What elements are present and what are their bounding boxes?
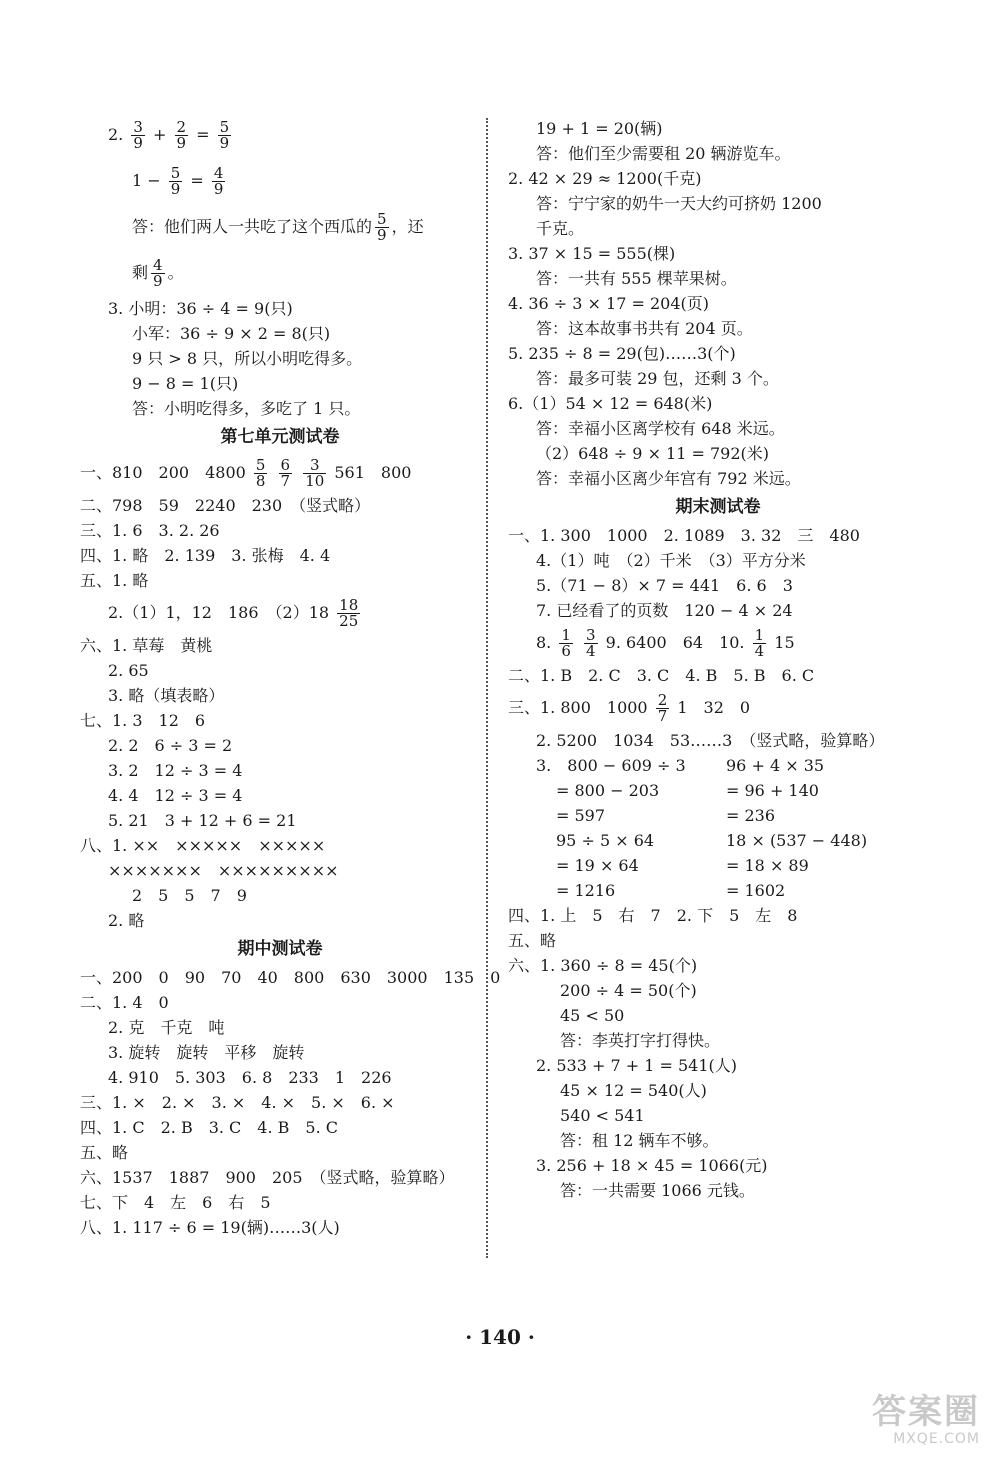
answer-line: 2. 略 <box>108 911 145 930</box>
answer-line <box>508 623 928 663</box>
answer-line <box>80 250 480 296</box>
text-fragment: 5 <box>219 118 230 136</box>
text-fragment: 96 + 4 × 35 <box>726 756 825 775</box>
answer-line: 一、1. 300 1000 2. 1089 3. 32 三 480 <box>508 526 860 545</box>
text-fragment: 2.（1）1，12 186 （2）18 <box>108 603 330 622</box>
text-fragment: + <box>153 125 167 144</box>
answer-line: 200 ÷ 4 = 50(个) <box>560 981 697 1000</box>
answer-line: 7. 已经看了的页数 120 − 4 × 24 <box>536 601 793 620</box>
fraction <box>337 598 360 629</box>
text-fragment: 5 <box>255 456 266 474</box>
answer-line: 3. 旋转 旋转 平移 旋转 <box>108 1043 305 1062</box>
answer-line: 七、下 4 左 6 右 5 <box>80 1193 271 1212</box>
text-fragment: 三、1. 800 1000 <box>508 698 648 717</box>
answer-line: 七、1. 3 12 6 <box>80 711 206 730</box>
fraction <box>131 120 145 151</box>
answer-line: 一、200 0 90 70 40 800 630 3000 135 0 <box>80 968 501 987</box>
text-fragment: ，还 <box>391 217 424 236</box>
answer-line: 4. 4 12 ÷ 3 = 4 <box>108 786 243 805</box>
answer-line: 八、1. 117 ÷ 6 = 19(辆)……3(人) <box>80 1218 340 1237</box>
answer-line: 9 只 > 8 只，所以小明吃得多。 <box>132 349 363 368</box>
answer-line: 5. 21 3 + 12 + 6 = 21 <box>108 811 297 830</box>
page-number: · 140 · <box>465 1325 535 1349</box>
answer-line: 4. 36 ÷ 3 × 17 = 204(页) <box>508 294 710 313</box>
answer-line <box>80 453 480 493</box>
answer-line: 2. 克 千克 吨 <box>108 1018 225 1037</box>
text-fragment: 10 <box>305 472 325 490</box>
fraction <box>169 166 183 197</box>
answer-line: 4. 910 5. 303 6. 8 233 1 226 <box>108 1068 392 1087</box>
answer-line: 六、1. 360 ÷ 8 = 45(个) <box>508 956 698 975</box>
answer-line: 答：幸福小区离学校有 648 米远。 <box>536 419 785 438</box>
text-fragment: 6 <box>280 456 291 474</box>
answer-line: 五、1. 略 <box>80 571 149 590</box>
answer-line: 答：这本故事书共有 204 页。 <box>536 319 753 338</box>
answer-line: 八、1. ×× ××××× ××××× <box>80 836 326 855</box>
answer-line: 2. 5200 1034 53……3 （竖式略，验算略） <box>536 731 885 750</box>
answer-line: 三、1. × 2. × 3. × 4. × 5. × 6. × <box>80 1093 395 1112</box>
text-fragment: 1 <box>754 626 765 644</box>
watermark-logo <box>780 1393 980 1453</box>
text-fragment: 9 <box>133 134 143 152</box>
answer-line: 540 < 541 <box>560 1106 645 1125</box>
answer-line: 6.（1）54 × 12 = 648(米) <box>508 394 713 413</box>
text-fragment: = 96 + 140 <box>726 781 819 800</box>
calc-row <box>508 828 928 853</box>
text-fragment: 9 <box>219 134 230 152</box>
left-column <box>80 112 501 1240</box>
answer-line: 六、1. 草莓 黄桃 <box>80 636 213 655</box>
column-divider <box>486 118 488 1258</box>
fraction <box>151 258 165 289</box>
answer-line: 答：最多可装 29 包，还剩 3 个。 <box>536 369 779 388</box>
text-fragment: 4 <box>754 642 765 660</box>
answer-line: 二、798 59 2240 230 （竖式略） <box>80 496 371 515</box>
text-fragment: 4 <box>213 164 224 182</box>
fraction <box>375 212 389 243</box>
text-fragment: 4 <box>586 642 596 660</box>
text-fragment: = 597 <box>556 806 606 825</box>
answer-line: 答：小明吃得多，多吃了 1 只。 <box>132 399 361 418</box>
answer-line: 四、1. 上 5 右 7 2. 下 5 左 8 <box>508 906 798 925</box>
answer-line: 4.（1）吨 （2）千米 （3）平方分米 <box>536 551 806 570</box>
text-fragment: 561 800 <box>334 463 412 482</box>
text-fragment: = 236 <box>726 806 776 825</box>
answer-line: ××××××× ××××××××× <box>108 861 339 880</box>
answer-line: 2 5 5 7 9 <box>132 886 247 905</box>
text-fragment: 答案圈 <box>872 1392 980 1432</box>
answer-line: 2. 65 <box>108 661 149 680</box>
right-column <box>508 116 928 1203</box>
fraction <box>559 628 573 659</box>
answer-line: 四、1. C 2. B 3. C 4. B 5. C <box>80 1118 339 1137</box>
fraction <box>303 458 326 489</box>
text-fragment: = 800 − 203 <box>556 781 660 800</box>
answer-line: 答：一共需要 1066 元钱。 <box>560 1181 755 1200</box>
section-heading: 第七单元测试卷 <box>220 427 340 447</box>
text-fragment: 1 32 0 <box>677 698 751 717</box>
answer-line: 答：幸福小区离少年宫有 792 米远。 <box>536 469 801 488</box>
answer-line: 五、略 <box>508 931 557 950</box>
answer-line: 千克。 <box>536 219 585 238</box>
text-fragment: 2 <box>176 118 187 136</box>
text-fragment: 3 <box>303 458 326 474</box>
fraction <box>279 458 293 489</box>
answer-line <box>80 593 480 633</box>
text-fragment: = 1216 <box>556 881 616 900</box>
answer-line: 三、1. 6 3. 2. 26 <box>80 521 220 540</box>
answer-line: （2）648 ÷ 9 × 11 = 792(米) <box>536 444 770 463</box>
calc-row <box>508 853 928 878</box>
text-fragment: 剩 <box>132 263 149 282</box>
text-fragment: 一、810 200 4800 <box>80 463 246 482</box>
calc-row <box>508 878 928 903</box>
text-fragment: MXQE.COM <box>893 1431 980 1447</box>
answer-line <box>80 204 480 250</box>
fraction <box>753 628 767 659</box>
text-fragment: 9 <box>213 180 224 198</box>
text-fragment: = 19 × 64 <box>556 856 639 875</box>
text-fragment: 9 <box>153 272 163 290</box>
text-fragment: 9 <box>170 180 181 198</box>
calc-row <box>508 778 928 803</box>
text-fragment: 4 <box>153 256 163 274</box>
answer-line <box>508 688 928 728</box>
text-fragment: 2 <box>657 691 668 709</box>
answer-line: 3. 256 + 18 × 45 = 1066(元) <box>536 1156 768 1175</box>
answer-line: 二、1. B 2. C 3. C 4. B 5. B 6. C <box>508 666 815 685</box>
answer-line: 五、略 <box>80 1143 129 1162</box>
text-fragment: 7 <box>280 472 291 490</box>
text-fragment: 18 <box>339 596 359 614</box>
calc-row <box>508 803 928 828</box>
answer-line: 45 × 12 = 540(人) <box>560 1081 707 1100</box>
text-fragment: 1 − <box>132 171 161 190</box>
text-fragment: 答：他们两人一共吃了这个西瓜的 <box>132 217 373 236</box>
text-fragment: 3 <box>586 626 596 644</box>
text-fragment: 。 <box>167 263 184 282</box>
text-fragment: = 1602 <box>726 881 786 900</box>
text-fragment: 5 <box>377 210 387 228</box>
text-fragment: 9. 6400 64 10. <box>605 633 745 652</box>
calc-row <box>508 753 928 778</box>
answer-line: 答：他们至少需要租 20 辆游览车。 <box>536 144 791 163</box>
fraction <box>218 120 232 151</box>
answer-line: 2. 42 × 29 ≈ 1200(千克) <box>508 169 702 188</box>
fraction <box>212 166 226 197</box>
text-fragment: 7 <box>657 707 668 725</box>
answer-line: 小军：36 ÷ 9 × 2 = 8(只) <box>132 324 331 343</box>
text-fragment: 9 <box>176 134 187 152</box>
text-fragment: 5 <box>170 164 181 182</box>
answer-line: 答：一共有 555 棵苹果树。 <box>536 269 737 288</box>
text-fragment: 2. <box>108 125 124 144</box>
fraction <box>656 693 670 724</box>
answer-line <box>80 112 480 158</box>
answer-line: 9 − 8 = 1(只) <box>132 374 239 393</box>
answer-line: 四、1. 略 2. 139 3. 张梅 4. 4 <box>80 546 331 565</box>
text-fragment: = <box>190 171 204 190</box>
answer-line: 5.（71 − 8）× 7 = 441 6. 6 3 <box>536 576 793 595</box>
fraction <box>254 458 268 489</box>
answer-line: 答：李英打字打得快。 <box>560 1031 721 1050</box>
text-fragment: 1 <box>561 626 571 644</box>
section-heading: 期中测试卷 <box>237 939 323 959</box>
text-fragment: = 18 × 89 <box>726 856 809 875</box>
answer-line: 5. 235 ÷ 8 = 29(包)……3(个) <box>508 344 736 363</box>
answer-line: 45 < 50 <box>560 1006 625 1025</box>
answer-line: 19 + 1 = 20(辆) <box>536 119 663 138</box>
section-heading: 期末测试卷 <box>675 497 761 517</box>
text-fragment: 3 <box>133 118 143 136</box>
answer-line: 答：宁宁家的奶牛一天大约可挤奶 1200 <box>536 194 822 213</box>
text-fragment: 15 <box>774 633 795 652</box>
text-fragment: 6 <box>561 642 571 660</box>
fraction <box>584 628 598 659</box>
answer-line: 2. 2 6 ÷ 3 = 2 <box>108 736 233 755</box>
fraction <box>175 120 189 151</box>
answer-line: 二、1. 4 0 <box>80 993 169 1012</box>
text-fragment: 9 <box>377 226 387 244</box>
text-fragment: 25 <box>339 612 359 630</box>
answer-line: 答：租 12 辆车不够。 <box>560 1131 719 1150</box>
answer-line: 3. 小明：36 ÷ 4 = 9(只) <box>108 299 293 318</box>
answer-line: 3. 略（填表略） <box>108 686 225 705</box>
answer-line: 3. 2 12 ÷ 3 = 4 <box>108 761 243 780</box>
text-fragment: 95 ÷ 5 × 64 <box>556 831 655 850</box>
answer-line: 2. 533 + 7 + 1 = 541(人) <box>536 1056 738 1075</box>
text-fragment: 18 × (537 − 448) <box>726 831 868 850</box>
answer-line: 3. 37 × 15 = 555(棵) <box>508 244 676 263</box>
answer-line: 六、1537 1887 900 205 （竖式略，验算略） <box>80 1168 455 1187</box>
text-fragment: 3. 800 − 609 ÷ 3 <box>536 756 686 775</box>
text-fragment: 8. <box>536 633 552 652</box>
text-fragment: 8 <box>255 472 266 490</box>
answer-line <box>80 158 480 204</box>
text-fragment: = <box>196 125 210 144</box>
